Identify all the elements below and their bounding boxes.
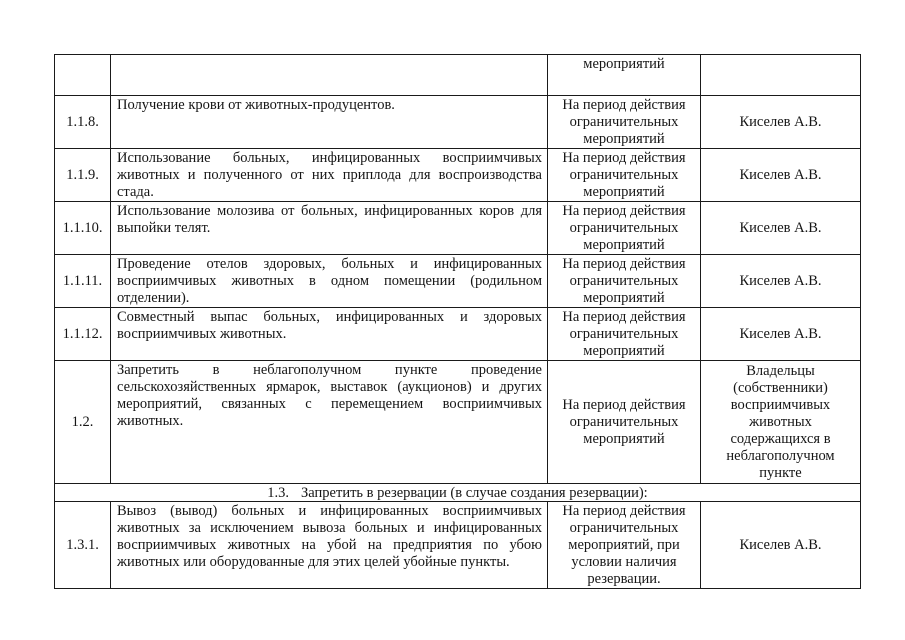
measures-table	[54, 54, 861, 589]
row-number-text: 1.3.1.	[66, 536, 99, 553]
row-description: Совместный выпас больных, инфицированных и здоровых восприимчивых животных.	[111, 308, 548, 361]
row-description: Получение крови от животных-продуцентов.	[111, 96, 548, 149]
row-responsible-text: Киселев А.В.	[739, 536, 822, 553]
section-heading	[55, 484, 861, 502]
row-description: Использование больных, инфицированных восприимчивых животных и полученного от них приплода для воспроизводства стада.	[111, 149, 548, 202]
row-description: Проведение отелов здоровых, больных и инфицированных восприимчивых животных в одном помещении (родильном отделении).	[111, 255, 548, 308]
row-description: Запретить в неблагополучном пункте проведение сельскохозяйственных ярмарок, выставок (аукционов) и других мероприятий, связанных с перемещением восприимчивых животных.	[111, 361, 548, 484]
row-number	[55, 502, 111, 589]
section-number: 1.3.	[267, 484, 290, 501]
row-number-text: 1.1.9.	[66, 166, 99, 183]
row-responsible	[701, 361, 861, 484]
row-number	[55, 96, 111, 149]
row-responsible-text: Владельцы (собственники) восприимчивых животных содержащихся в неблагополучном пункте	[726, 362, 835, 481]
row-period	[548, 308, 701, 361]
row-period	[548, 96, 701, 149]
row-period	[548, 149, 701, 202]
row-number-text: 1.2.	[71, 413, 94, 430]
row-responsible	[701, 149, 861, 202]
row-responsible	[701, 96, 861, 149]
row-period-text: На период действия ограничительных мероприятий	[562, 96, 686, 147]
row-responsible-text: Киселев А.В.	[739, 272, 822, 289]
row-number-text: 1.1.12.	[62, 325, 103, 342]
row-period	[548, 202, 701, 255]
row-period	[548, 255, 701, 308]
section-title: Запретить в резервации (в случае создания резервации):	[301, 484, 648, 501]
row-responsible	[701, 202, 861, 255]
row-number	[55, 149, 111, 202]
row-period-text: На период действия ограничительных мероприятий	[562, 255, 686, 306]
row-responsible-text: Киселев А.В.	[739, 113, 822, 130]
row-responsible	[701, 55, 861, 96]
row-responsible	[701, 308, 861, 361]
row-period-text: На период действия ограничительных мероприятий	[562, 149, 686, 200]
row-number	[55, 202, 111, 255]
row-period-text: На период действия ограничительных мероприятий, при условии наличия резервации.	[562, 502, 686, 587]
row-number-text: 1.1.11.	[62, 272, 103, 289]
row-description: Использование молозива от больных, инфицированных коров для выпойки телят.	[111, 202, 548, 255]
row-responsible	[701, 255, 861, 308]
row-period	[548, 502, 701, 589]
row-responsible-text: Киселев А.В.	[739, 166, 822, 183]
row-period-text: На период действия ограничительных мероприятий	[562, 202, 686, 253]
row-number	[55, 361, 111, 484]
row-period	[548, 361, 701, 484]
row-number	[55, 55, 111, 96]
row-number	[55, 308, 111, 361]
row-responsible-text: Киселев А.В.	[739, 325, 822, 342]
row-number-text: 1.1.10.	[62, 219, 103, 236]
row-period-text: мероприятий	[583, 56, 665, 72]
row-period-text: На период действия ограничительных мероприятий	[562, 308, 686, 359]
row-period	[548, 55, 701, 96]
row-number-text: 1.1.8.	[66, 113, 99, 130]
row-number	[55, 255, 111, 308]
row-responsible-text: Киселев А.В.	[739, 219, 822, 236]
row-responsible	[701, 502, 861, 589]
row-description: Вывоз (вывод) больных и инфицированных восприимчивых животных за исключением вывоза больных и инфицированных восприимчивых животных на убой на предприятия по убою животных или оборудованные для этих целей убойные пункты.	[111, 502, 548, 589]
row-period-text: На период действия ограничительных мероприятий	[562, 396, 686, 447]
row-description	[111, 55, 548, 96]
